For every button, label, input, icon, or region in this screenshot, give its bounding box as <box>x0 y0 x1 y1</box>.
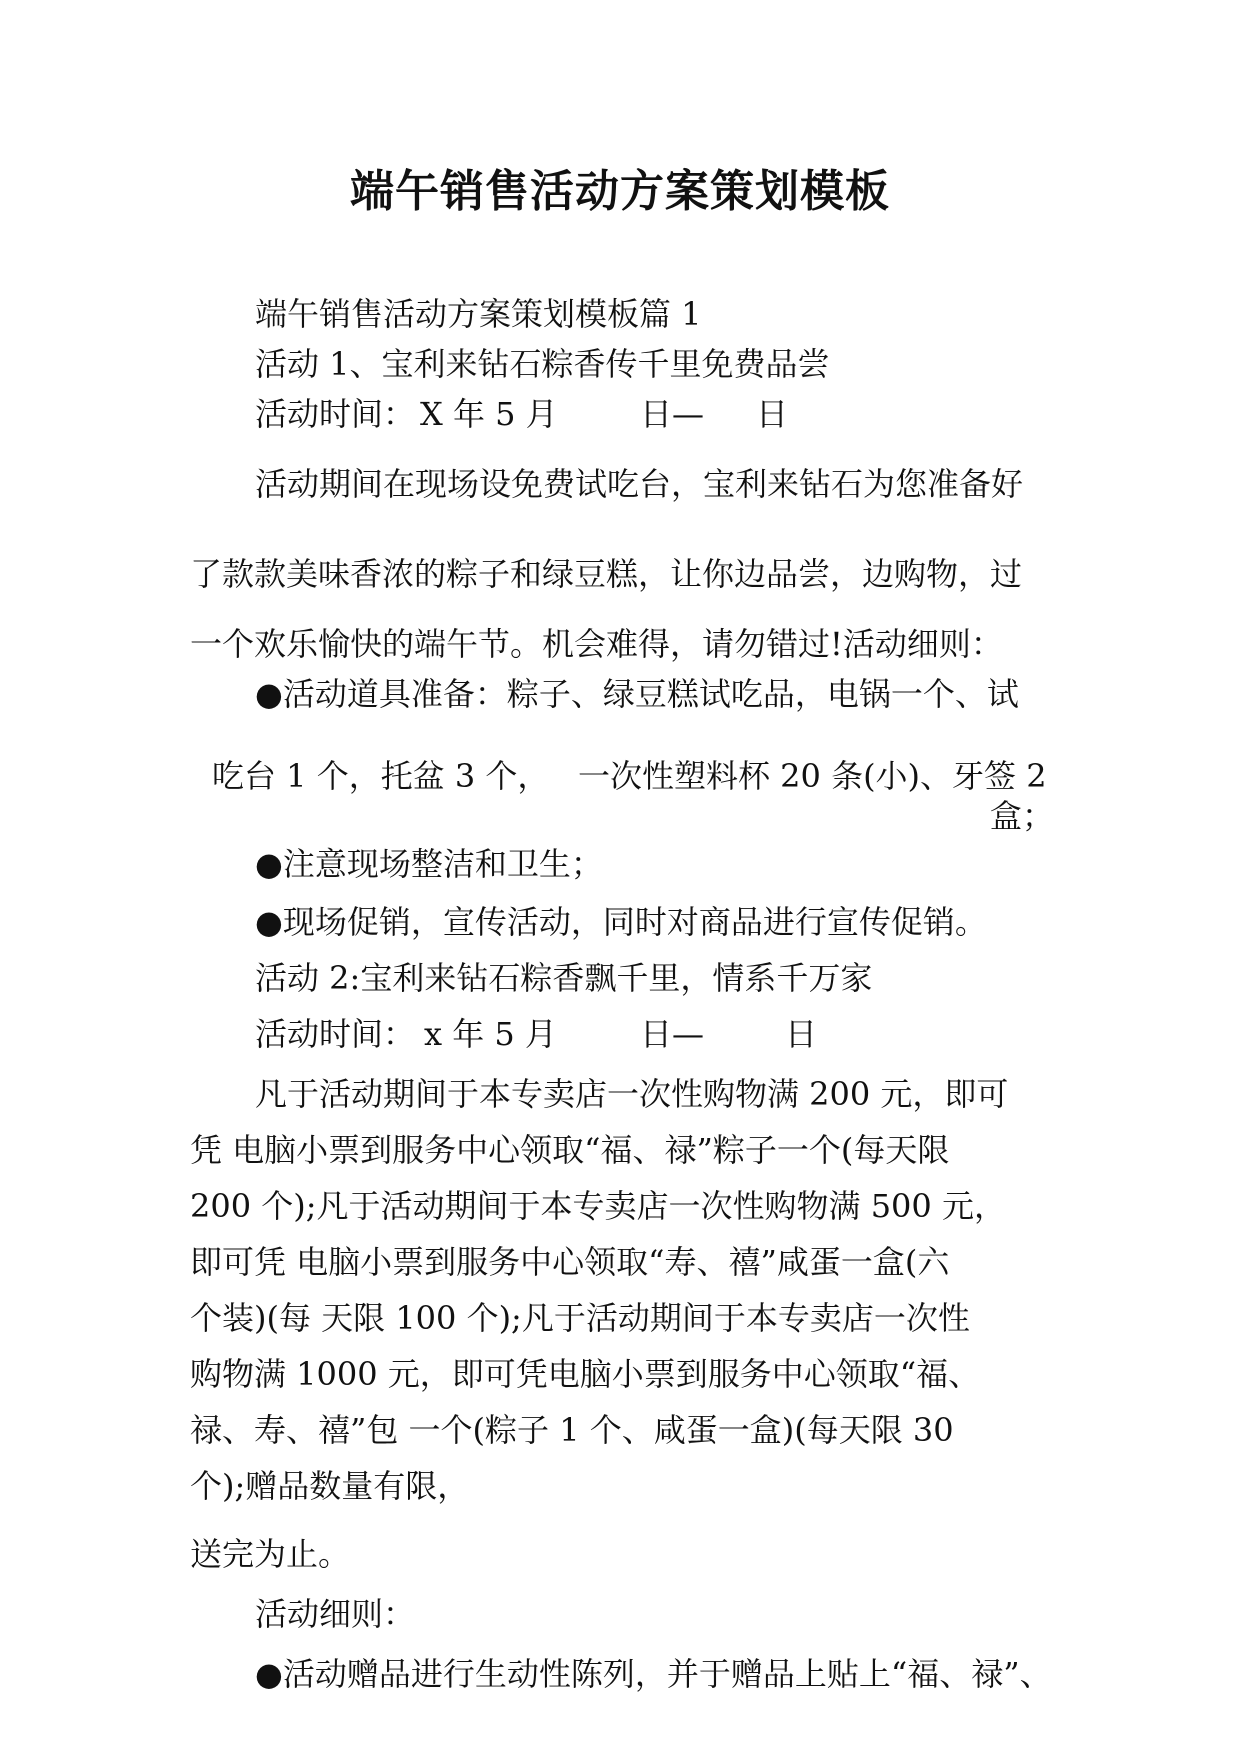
activity-2-time-from: 日— <box>640 1015 705 1053</box>
activity-2-time-to: 日 <box>785 1015 818 1053</box>
bullet-item: ●活动道具准备：粽子、绿豆糕试吃品，电锅一个、试 <box>255 675 1019 713</box>
paragraph-line: 了款款美味香浓的粽子和绿豆糕，让你边品尝，边购物，过 <box>190 555 1023 593</box>
activity-2-time-date: x 年 5 月 <box>424 1015 557 1053</box>
bullet-item: ●注意现场整洁和卫生； <box>255 845 603 883</box>
paragraph-line: 活动期间在现场设免费试吃台，宝利来钻石为您准备好 <box>255 465 1024 503</box>
section-heading: 端午销售活动方案策划模板篇 1 <box>255 295 702 333</box>
paragraph-line: 个装)(每 天限 100 个);凡于活动期间于本专卖店一次性 <box>190 1299 970 1337</box>
bullet-item: ●活动赠品进行生动性陈列，并于赠品上贴上“福、禄”、 <box>255 1655 1052 1693</box>
bullet-continuation: 盒； <box>990 797 1055 835</box>
paragraph-line: 凡于活动期间于本专卖店一次性购物满 200 元，即可 <box>255 1075 1009 1113</box>
paragraph-line: 凭 电脑小票到服务中心领取“福、禄”粽子一个(每天限 <box>190 1131 950 1169</box>
activity-2-time-label: 活动时间： <box>255 1015 416 1053</box>
activity-1-time-from: 日— <box>640 395 705 433</box>
activity-1-time-to: 日 <box>756 395 789 433</box>
activity-1-heading: 活动 1、宝利来钻石粽香传千里免费品尝 <box>255 345 830 383</box>
paragraph-line: 即可凭 电脑小票到服务中心领取“寿、禧”咸蛋一盒(六 <box>190 1243 950 1281</box>
paragraph-line: 200 个);凡于活动期间于本专卖店一次性购物满 500 元， <box>190 1187 1006 1225</box>
bullet-continuation: 吃台 1 个，托盆 3 个， <box>212 757 550 795</box>
document-title: 端午销售活动方案策划模板 <box>350 166 890 217</box>
paragraph-line: 个);赠品数量有限， <box>190 1467 470 1505</box>
rules-heading: 活动细则： <box>255 1595 416 1633</box>
bullet-item: ●现场促销，宣传活动，同时对商品进行宣传促销。 <box>255 903 987 941</box>
paragraph-line: 购物满 1000 元，即可凭电脑小票到服务中心领取“福、 <box>190 1355 981 1393</box>
paragraph-line: 禄、寿、禧”包 一个(粽子 1 个、咸蛋一盒)(每天限 30 <box>190 1411 954 1449</box>
paragraph-line: 一个欢乐愉快的端午节。机会难得，请勿错过!活动细则： <box>190 625 1003 663</box>
activity-1-time-date: X 年 5 月 <box>420 395 558 433</box>
bullet-continuation: 一次性塑料杯 20 条(小)、牙签 2 <box>578 757 1047 795</box>
activity-1-time-label: 活动时间： <box>255 395 416 433</box>
activity-2-heading: 活动 2:宝利来钻石粽香飘千里，情系千万家 <box>255 959 873 997</box>
paragraph-line: 送完为止。 <box>190 1535 351 1573</box>
